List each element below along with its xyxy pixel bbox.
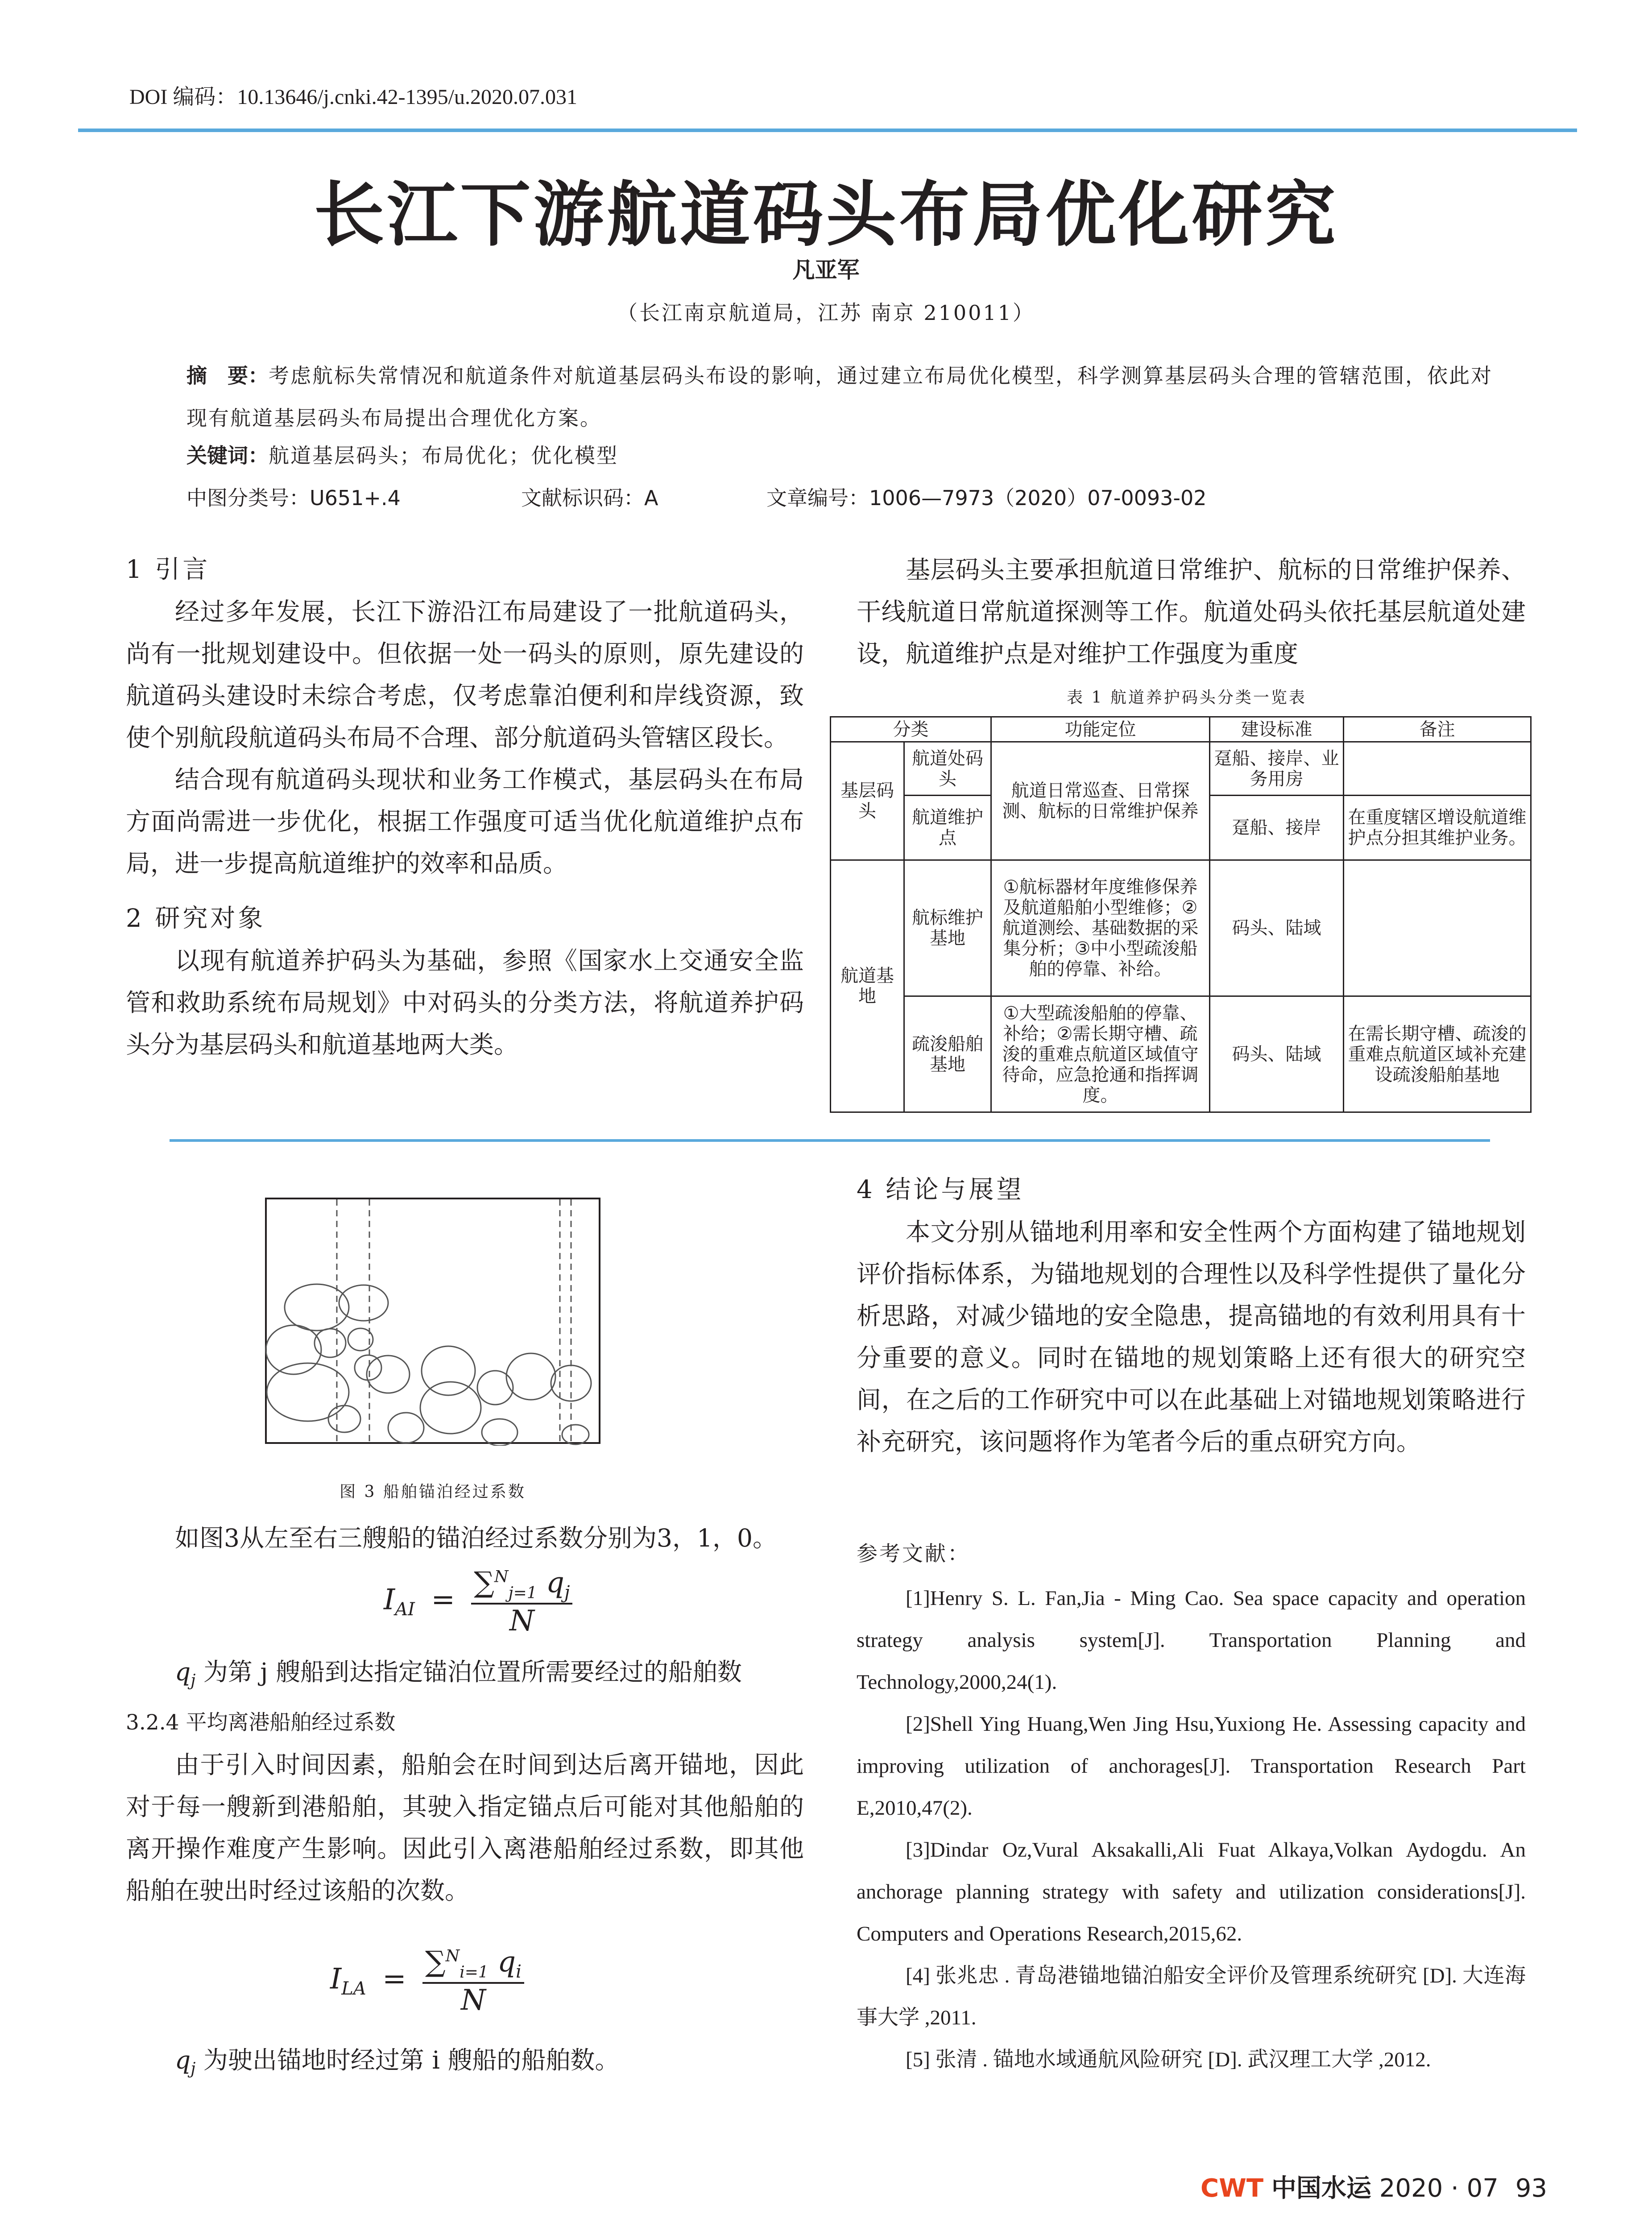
figure-description — [126, 1517, 804, 1559]
variable: q — [175, 2046, 191, 2074]
formula-subscript: LA — [341, 1978, 366, 1999]
table-cell: 码头、陆域 — [1210, 860, 1344, 996]
reference-item: [3]Dindar Oz,Vural Aksakalli,Ali Fuat Alkaya,Volkan Aydogdu. An anchorage planning strategy with safety and utilization considerations[J]. Computers and Operations Research,2015,62. — [857, 1838, 1526, 1945]
abstract — [186, 355, 1503, 440]
formula-sum: ∑ — [425, 1945, 446, 1978]
formula-var: q — [546, 1566, 565, 1599]
table-header: 备注 — [1344, 717, 1531, 742]
formula-denominator: N — [460, 1983, 486, 2017]
header-rule — [78, 129, 1577, 132]
table-caption: 表 1 航道养护码头分类一览表 — [1067, 688, 1307, 707]
formula-var: q — [497, 1945, 516, 1978]
formula-symbol: I — [330, 1962, 342, 1996]
section-2-heading: 2 研究对象 — [126, 904, 266, 933]
journal-brand: CWT — [1201, 2174, 1264, 2203]
formula-subscript: AI — [395, 1599, 415, 1620]
keywords — [186, 440, 618, 469]
references-list — [857, 1577, 1526, 2081]
table-cell — [1344, 742, 1531, 796]
doc-code: 文献标识码：A — [521, 486, 658, 510]
journal-name: 中国水运 — [1271, 2173, 1371, 2203]
table-group-cell: 航道基地 — [831, 860, 904, 1112]
variable-description: 为驶出锚地时经过第 i 艘船的船舶数。 — [203, 2046, 620, 2074]
formula-departure: $I_{LA}$ = $\frac{\sum^N_{i=1} q_i}{N}$ — [330, 1945, 524, 2017]
formula-symbol: I — [384, 1583, 395, 1617]
table-group-cell: 基层码头 — [831, 742, 904, 860]
left-column-bottom — [126, 1651, 804, 1912]
table-cell: 航标维护基地 — [904, 860, 991, 996]
formula-sum: ∑ — [474, 1566, 494, 1599]
table-cell: 码头、陆域 — [1210, 996, 1344, 1112]
formula-sub: i=1 — [460, 1963, 489, 1982]
figure-caption: 图 3 船舶锚泊经过系数 — [340, 1483, 526, 1501]
classification-table — [830, 716, 1532, 1113]
doi-line: DOI 编码：10.13646/j.cnki.42-1395/u.2020.07.031 — [129, 85, 577, 109]
table-cell — [1344, 860, 1531, 996]
variable-description: 为第 j 艘船到达指定锚泊位置所需要经过的船舶数 — [203, 1658, 742, 1686]
author: 凡亚军 — [792, 257, 860, 283]
right-column-bottom — [857, 1169, 1526, 1463]
page-footer — [1201, 2169, 1547, 2204]
formula-sup: N — [445, 1947, 460, 1966]
section-1-heading: 1 引言 — [126, 555, 211, 584]
section-1-paragraph: 经过多年发展，长江下游沿江布局建设了一批航道码头，尚有一批规划建设中。但依据一处一码头的原则，原先建设的航道码头建设时未综合考虑，仅考虑靠泊便利和岸线资源，致使个别航段航道码头布局不合理、部分航道码头管辖区段长。 — [126, 597, 804, 752]
table-cell: 在重度辖区增设航道维护点分担其维护业务。 — [1344, 796, 1531, 860]
reference-item: [1]Henry S. L. Fan,Jia - Ming Cao. Sea space capacity and operation strategy analysis system[J]. Transportation Planning and Technology,2000,24(1). — [857, 1587, 1526, 1694]
formula-sup: N — [494, 1568, 509, 1586]
formula-sub: j=1 — [508, 1584, 537, 1602]
affiliation: （长江南京航道局，江苏 南京 210011） — [617, 301, 1035, 325]
reference-item: [4] 张兆忠 . 青岛港锚地锚泊船安全评价及管理系统研究 [D]. 大连海事大学 ,2011. — [857, 1964, 1526, 2029]
right-column-top — [857, 549, 1526, 675]
references-heading: 参考文献： — [857, 1542, 970, 1566]
table-header: 分类 — [831, 717, 991, 742]
table-header: 功能定位 — [991, 717, 1210, 742]
reference-item: [5] 张清 . 锚地水域通航风险研究 [D]. 武汉理工大学 ,2012. — [906, 2048, 1431, 2071]
table-cell: 趸船、接岸 — [1210, 796, 1344, 860]
abstract-label: 摘 要： — [186, 364, 269, 388]
table-cell: 航道处码头 — [904, 742, 991, 796]
table-cell: 在需长期守槽、疏浚的重难点航道区域补充建设疏浚船舶基地 — [1344, 996, 1531, 1112]
section-rule — [170, 1139, 1490, 1142]
section-324-paragraph: 由于引入时间因素，船舶会在时间到达后离开锚地，因此对于每一艘新到港船舶，其驶入指定锚点后可能对其他船舶的离开操作难度产生影响。因此引入离港船舶经过系数，即其他船舶在驶出时经过该船的次数。 — [126, 1750, 804, 1905]
keywords-text: 航道基层码头；布局优化；优化模型 — [269, 444, 618, 468]
left-column-end — [126, 2039, 804, 2090]
table-cell: ①大型疏浚船舶的停靠、补给；②需长期守槽、疏浚的重难点航道区域值守待命，应急抢通和指挥调度。 — [991, 996, 1210, 1112]
formula-var-sub: i — [516, 1961, 522, 1982]
anchorage-figure — [263, 1196, 602, 1446]
figure-frame — [266, 1198, 600, 1443]
abstract-text: 考虑航标失常情况和航道条件对航道基层码头布设的影响，通过建立布局优化模型，科学测算基层码头合理的管辖范围，依此对现有航道基层码头布局提出合理优化方案。 — [186, 364, 1493, 430]
section-4-paragraph: 本文分别从锚地利用率和安全性两个方面构建了锚地规划评价指标体系，为锚地规划的合理性以及科学性提供了量化分析思路，对减少锚地的安全隐患，提高锚地的有效利用具有十分重要的意义。同时在锚地的规划策略上还有很大的研究空间，在之后的工作研究中可以在此基础上对锚地规划策略进行补充研究，该问题将作为笔者今后的重点研究方向。 — [857, 1218, 1526, 1456]
clc-number: 中图分类号：U651+.4 — [186, 486, 401, 510]
section-2-paragraph: 以现有航道养护码头为基础，参照《国家水上交通安全监管和救助系统布局规划》中对码头的分类方法，将航道养护码头分为基层码头和航道基地两大类。 — [126, 946, 804, 1059]
table-cell: ①航标器材年度维修保养及航道船舶小型维修；②航道测绘、基础数据的采集分析；③中小型疏浚船舶的停靠、补给。 — [991, 860, 1210, 996]
section-1-paragraph: 结合现有航道码头现状和业务工作模式，基层码头在布局方面尚需进一步优化，根据工作强度可适当优化航道维护点布局，进一步提高航道维护的效率和品质。 — [126, 765, 804, 878]
page-number: 93 — [1515, 2174, 1547, 2203]
reference-item: [2]Shell Ying Huang,Wen Jing Hsu,Yuxiong He. Assessing capacity and improving utilization of anchorages[J]. Transportation Research Part E,2010,47(2). — [857, 1713, 1526, 1820]
formula-arrival: $I_{AI}$ = $\frac{\sum^N_{j=1} q_j}{N}$ — [384, 1566, 572, 1638]
section-324-heading: 3.2.4 平均离港船舶经过系数 — [126, 1710, 396, 1735]
variable: q — [175, 1658, 191, 1686]
variable-sub: j — [190, 2060, 196, 2078]
table-cell: 航道维护点 — [904, 796, 991, 860]
formula-var-sub: j — [564, 1582, 570, 1603]
issue-number: 2020 · 07 — [1379, 2174, 1499, 2203]
keywords-label: 关键词： — [186, 444, 269, 468]
paper-title: 长江下游航道码头布局优化研究 — [314, 174, 1338, 256]
left-column-top — [126, 549, 804, 1066]
variable-sub: j — [190, 1671, 196, 1690]
figure-desc-paragraph: 如图3从左至右三艘船的锚泊经过系数分别为3，1，0。 — [175, 1524, 777, 1552]
table-cell: 趸船、接岸、业务用房 — [1210, 742, 1344, 796]
paragraph: 基层码头主要承担航道日常维护、航标的日常维护保养、干线航道日常航道探测等工作。航道处码头依托基层航道处建设，航道维护点是对维护工作强度为重度 — [857, 556, 1526, 668]
table-header: 建设标准 — [1210, 717, 1344, 742]
formula-denominator: N — [509, 1604, 534, 1638]
table-cell: 航道日常巡查、日常探测、航标的日常维护保养 — [991, 742, 1210, 860]
section-4-heading: 4 结论与展望 — [857, 1175, 1024, 1204]
article-number: 文章编号：1006—7973（2020）07-0093-02 — [766, 486, 1207, 510]
table-cell: 疏浚船舶基地 — [904, 996, 991, 1112]
